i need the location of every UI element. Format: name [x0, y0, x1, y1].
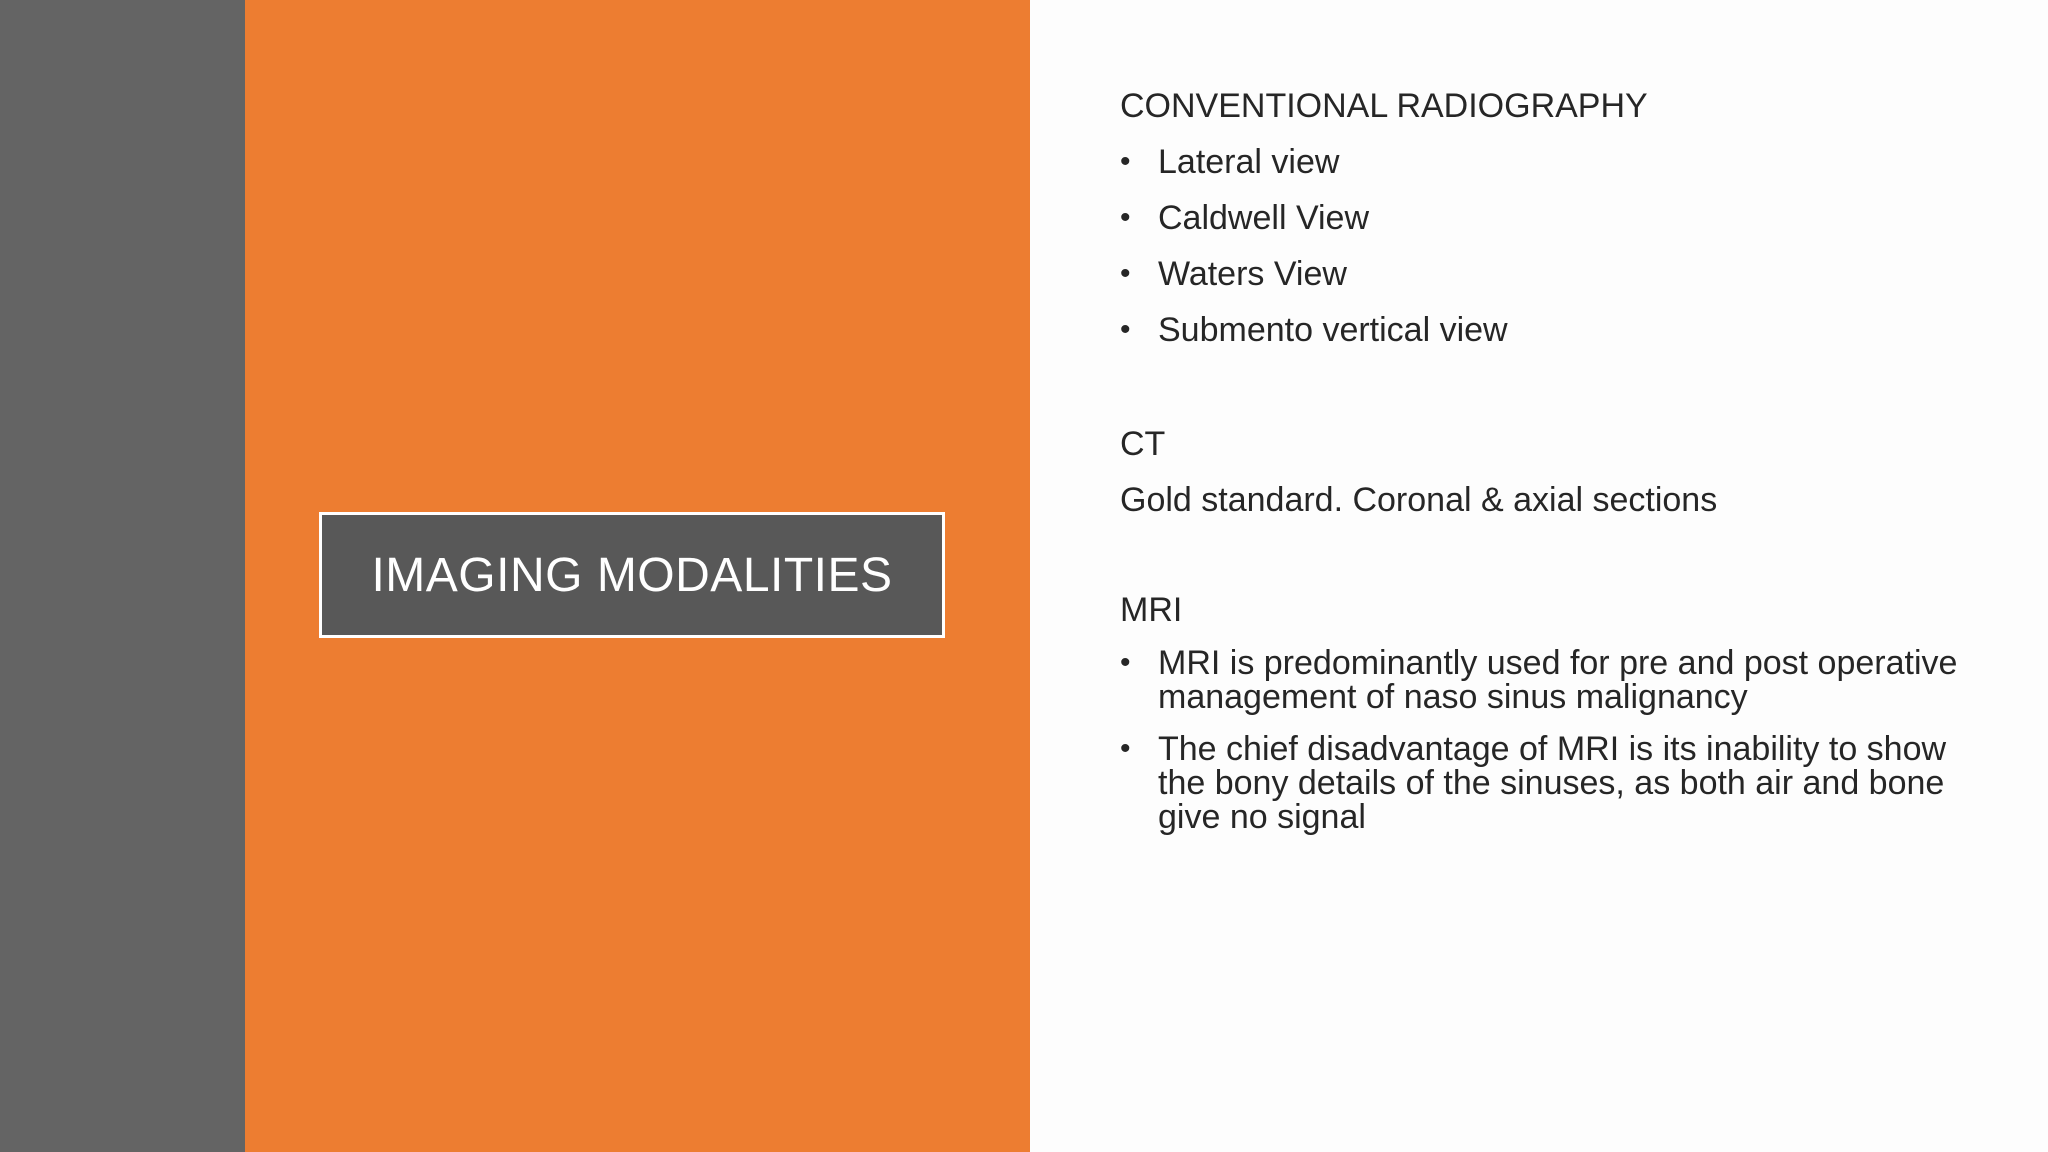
- list-item: [1120, 304, 1980, 356]
- title-box: [319, 512, 945, 638]
- list-item: [1120, 248, 1980, 300]
- bullet-icon: •: [1120, 145, 1131, 178]
- radiography-list: [1120, 136, 1980, 356]
- list-item: [1120, 192, 1980, 244]
- gray-sidebar-band: [0, 0, 245, 1152]
- mri-heading: MRI: [1120, 591, 1183, 629]
- list-item-text: Waters View: [1158, 255, 1347, 293]
- section-ct: [1120, 418, 1980, 526]
- bullet-icon: •: [1120, 732, 1131, 765]
- slide-title: IMAGING MODALITIES: [371, 548, 893, 602]
- list-item: [1120, 646, 1980, 714]
- bullet-icon: •: [1120, 646, 1131, 679]
- list-item-text: Lateral view: [1158, 143, 1340, 181]
- section-radiography: [1120, 80, 1980, 356]
- spacer: [1120, 360, 1980, 418]
- list-item-text: MRI is predominantly used for pre and post operative management of naso sinus malignancy: [1158, 644, 1958, 716]
- bullet-icon: •: [1120, 257, 1131, 290]
- list-item-text: Submento vertical view: [1158, 311, 1508, 349]
- content-area: [1120, 80, 1980, 852]
- spacer: [1120, 526, 1980, 584]
- list-item: [1120, 136, 1980, 188]
- ct-description: Gold standard. Coronal & axial sections: [1120, 481, 1718, 519]
- bullet-icon: •: [1120, 201, 1131, 234]
- ct-heading: CT: [1120, 425, 1166, 463]
- radiography-heading: CONVENTIONAL RADIOGRAPHY: [1120, 87, 1648, 125]
- list-item-text: The chief disadvantage of MRI is its inability to show the bony details of the sinuses, as both air and bone give no signal: [1158, 730, 1947, 836]
- bullet-icon: •: [1120, 313, 1131, 346]
- list-item-text: Caldwell View: [1158, 199, 1370, 237]
- mri-list: [1120, 646, 1980, 834]
- list-item: [1120, 732, 1980, 834]
- section-mri: [1120, 584, 1980, 834]
